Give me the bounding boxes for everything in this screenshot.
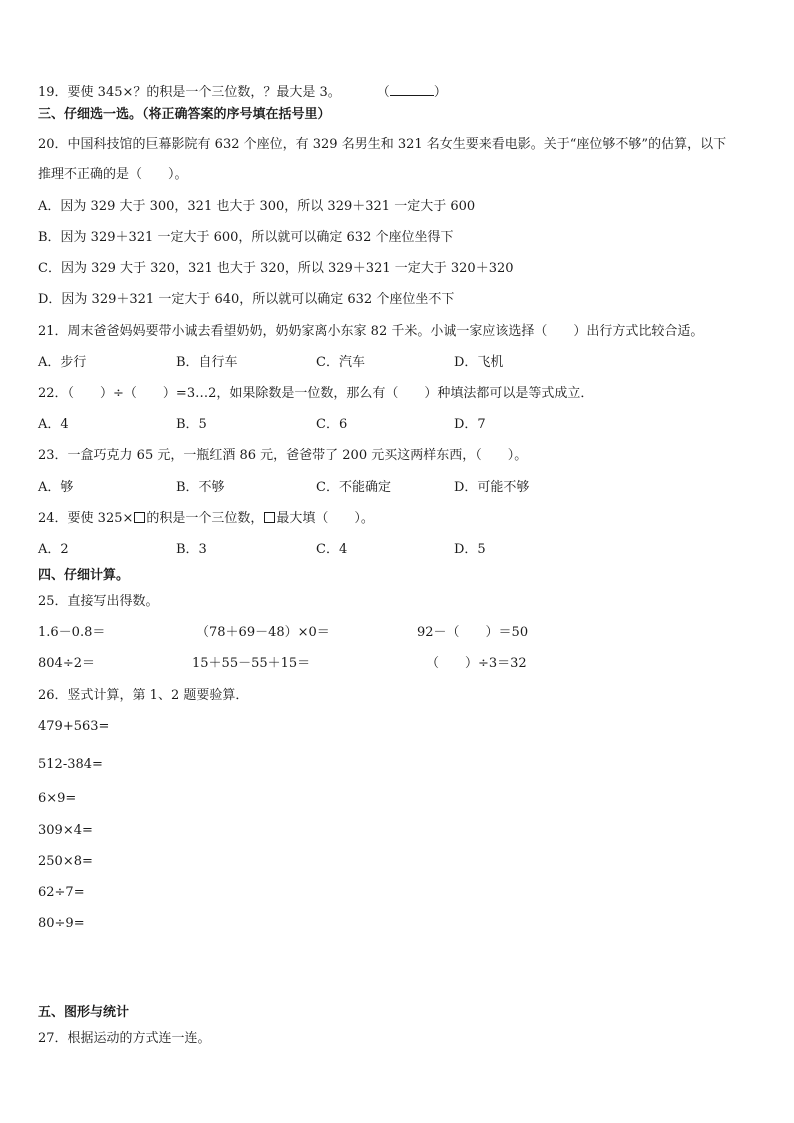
question-24: 24．要使 325× 的积是一个三位数， 最大填（ ）。 [38, 511, 374, 526]
vertical-calc-item: 250×8= [38, 854, 93, 869]
calc-item: （ ）÷3＝32 [426, 656, 527, 671]
q23-option-d[interactable]: D．可能不够 [454, 480, 530, 495]
q22-option-b[interactable]: B．5 [176, 417, 207, 432]
q21-option-c[interactable]: C．汽车 [316, 355, 365, 370]
vertical-calc-item: 479+563= [38, 719, 110, 734]
question-20-line1: 20．中国科技馆的巨幕影院有 632 个座位，有 329 名男生和 321 名女生要来看电影。关于“座位够不够”的估算，以下 [38, 137, 727, 152]
section-3-title: 三、仔细选一选。（将正确答案的序号填在括号里） [38, 107, 331, 122]
q23-option-c[interactable]: C．不能确定 [316, 480, 391, 495]
section-5-title: 五、图形与统计 [38, 1005, 130, 1020]
question-22: 22．（ ）÷（ ）=3…2，如果除数是一位数，那么有（ ）种填法都可以是等式成立． [38, 386, 594, 401]
vertical-calc-item: 80÷9= [38, 916, 85, 931]
option-d[interactable]: D．因为 329＋321 一定大于 640，所以就可以确定 632 个座位坐不下 [38, 292, 455, 307]
q24-option-a[interactable]: A．2 [38, 542, 69, 557]
section-4-title: 四、仔细计算。 [38, 568, 130, 583]
option-a[interactable]: A．因为 329 大于 300，321 也大于 300，所以 329＋321 一定大于 600 [38, 199, 476, 214]
question-26: 26．竖式计算，第 1、2 题要验算． [38, 688, 249, 703]
vertical-calc-item: 62÷7= [38, 885, 85, 900]
q22-option-a[interactable]: A．4 [38, 417, 69, 432]
answer-blank[interactable] [390, 83, 434, 96]
square-box-icon [134, 512, 145, 523]
vertical-calc-item: 512-384= [38, 757, 103, 772]
option-c[interactable]: C．因为 329 大于 320，321 也大于 320，所以 329＋321 一定大于 320＋320 [38, 261, 514, 276]
calc-item: 92－（ ）＝50 [417, 625, 529, 640]
q24-option-b[interactable]: B．3 [176, 542, 207, 557]
q21-option-d[interactable]: D．飞机 [454, 355, 504, 370]
q23-option-a[interactable]: A．够 [38, 480, 74, 495]
square-box-icon [264, 512, 275, 523]
question-21: 21．周末爸爸妈妈要带小诚去看望奶奶，奶奶家离小东家 82 千米。小诚一家应该选择（ ）出行方式比较合适。 [38, 324, 704, 339]
q24-option-c[interactable]: C．4 [316, 542, 348, 557]
calc-item: 1.6－0.8＝ [38, 625, 106, 640]
calc-item: （78＋69－48）×0＝ [196, 625, 330, 640]
vertical-calc-item: 6×9= [38, 791, 77, 806]
question-20-line2: 推理不正确的是（ ）。 [38, 167, 188, 182]
question-19: 19．要使 345×？的积是一个三位数，？最大是 3。 （ ） [38, 85, 447, 100]
q23-option-b[interactable]: B．不够 [176, 480, 225, 495]
question-25: 25．直接写出得数。 [38, 594, 159, 609]
question-23: 23．一盒巧克力 65 元，一瓶红酒 86 元，爸爸带了 200 元买这两样东西，（ ）。 [38, 448, 528, 463]
q22-option-d[interactable]: D．7 [454, 417, 486, 432]
q22-option-c[interactable]: C．6 [316, 417, 348, 432]
q21-option-b[interactable]: B．自行车 [176, 355, 238, 370]
question-27: 27．根据运动的方式连一连。 [38, 1031, 211, 1046]
vertical-calc-item: 309×4= [38, 823, 93, 838]
calc-item: 804÷2＝ [38, 656, 95, 671]
q21-option-a[interactable]: A．步行 [38, 355, 87, 370]
calc-item: 15＋55－55＋15＝ [192, 656, 311, 671]
option-b[interactable]: B．因为 329＋321 一定大于 600，所以就可以确定 632 个座位坐得下 [38, 230, 454, 245]
q24-option-d[interactable]: D．5 [454, 542, 486, 557]
